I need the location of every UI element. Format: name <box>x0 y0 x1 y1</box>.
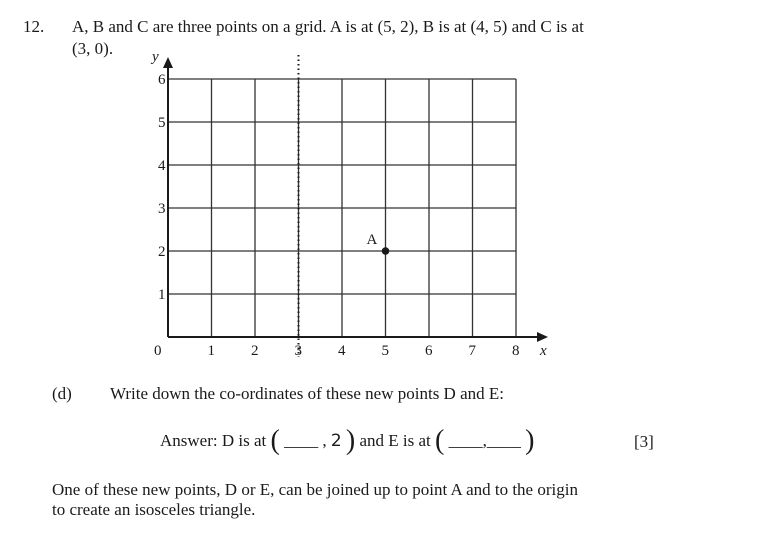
x-tick-label-1: 1 <box>207 343 215 359</box>
question-number: 12. <box>23 17 45 36</box>
d-close-paren: ) <box>345 425 356 456</box>
x-tick-label-6: 6 <box>425 343 433 359</box>
y-tick-label-2: 2 <box>158 244 166 260</box>
d-open-paren: ( <box>270 425 280 456</box>
x-tick-label-3: 3 <box>294 343 302 359</box>
e-y-blank[interactable]: ____ <box>486 431 521 450</box>
point-A <box>382 247 390 255</box>
x-tick-label-7: 7 <box>468 343 476 359</box>
e-open-paren: ( <box>435 425 445 456</box>
footer-line2: to create an isosceles triangle. <box>52 500 256 519</box>
e-close-paren: ) <box>525 425 535 456</box>
x-tick-label-4: 4 <box>338 343 346 359</box>
y-tick-label-1: 1 <box>158 287 166 303</box>
tick-labels <box>154 72 520 359</box>
marks-label: [3] <box>634 432 654 451</box>
x-axis-label: x <box>540 343 547 359</box>
e-comma: , <box>482 431 487 450</box>
y-tick-label-3: 3 <box>158 201 166 217</box>
d-y-value: 2 <box>330 431 342 451</box>
e-label: and E is at <box>359 431 431 450</box>
point-label-A: A <box>366 232 378 248</box>
y-tick-label-6: 6 <box>158 72 166 88</box>
d-comma: , <box>322 431 327 450</box>
x-tick-label-8: 8 <box>512 343 520 359</box>
d-x-blank[interactable]: ____ <box>284 431 319 450</box>
grid-lines <box>168 79 516 337</box>
answer-row <box>160 425 534 457</box>
question-intro-line2: (3, 0). <box>72 39 114 58</box>
e-x-blank[interactable]: ____ <box>448 431 483 450</box>
axes <box>150 49 548 359</box>
y-tick-label-4: 4 <box>158 158 166 174</box>
part-d-prompt: Write down the co-ordinates of these new points D and E: <box>110 384 504 403</box>
x-tick-label-2: 2 <box>251 343 259 359</box>
y-tick-label-5: 5 <box>158 115 166 131</box>
x-axis-arrow-icon <box>537 332 548 342</box>
part-d-label: (d) <box>52 384 72 403</box>
answer-prefix: Answer: D is at <box>160 431 267 450</box>
footer-line1: One of these new points, D or E, can be joined up to point A and to the origin <box>52 480 578 499</box>
x-tick-label-5: 5 <box>381 343 389 359</box>
question-intro-line1: A, B and C are three points on a grid. A is at (5, 2), B is at (4, 5) and C is at <box>72 17 584 36</box>
x-tick-label-0: 0 <box>154 343 162 359</box>
y-axis-arrow-icon <box>163 57 173 68</box>
y-axis-label: y <box>152 49 159 65</box>
